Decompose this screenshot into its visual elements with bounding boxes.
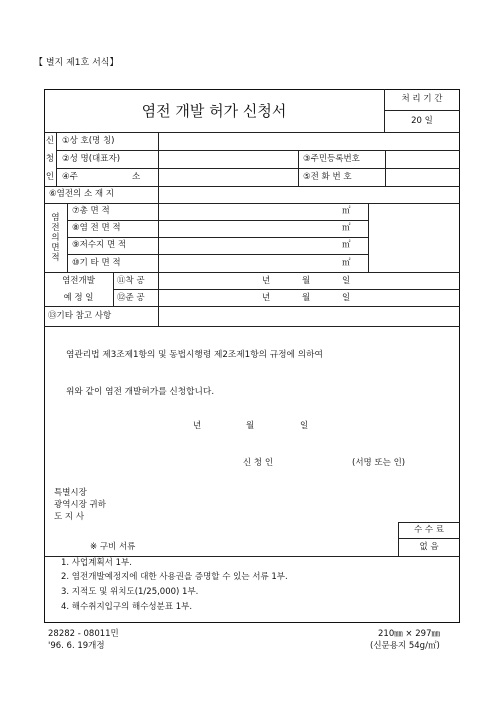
total-area-unit: ㎡ xyxy=(342,206,351,216)
phone-field[interactable] xyxy=(386,169,459,185)
salt-field-area-field[interactable] xyxy=(159,221,339,236)
start-year[interactable]: 년 xyxy=(262,276,271,286)
applicant-sign-field[interactable] xyxy=(288,455,350,469)
total-area-field[interactable] xyxy=(159,204,339,219)
other-area-label: ⑩기 타 면 적 xyxy=(72,258,121,268)
processing-period-value: 20 일 xyxy=(411,116,433,126)
row-line xyxy=(113,289,460,290)
applicant-group-char: 인 xyxy=(45,172,55,182)
salt-field-location-label: ⑥염전의 소 재 지 xyxy=(49,189,114,199)
form-number-label: 【 별지 제1호 서식】 xyxy=(34,58,119,68)
application-month[interactable]: 월 xyxy=(246,421,255,431)
reservoir-area-unit: ㎡ xyxy=(342,240,351,250)
other-area-unit: ㎡ xyxy=(342,258,351,268)
reservoir-area-field[interactable] xyxy=(159,238,339,253)
start-month[interactable]: 월 xyxy=(302,276,311,286)
application-day[interactable]: 일 xyxy=(300,421,309,431)
applicant-name-field[interactable] xyxy=(159,151,297,167)
other-notes-field[interactable] xyxy=(159,307,459,325)
other-notes-label: ⑬기타 참고 사항 xyxy=(48,311,112,321)
applicant-name-label: ②성 명(대표자) xyxy=(62,154,121,164)
signature-note: (서명 또는 인) xyxy=(352,458,406,468)
col-line xyxy=(368,203,369,272)
completion-month[interactable]: 월 xyxy=(302,293,311,303)
area-group-char: 면 xyxy=(51,243,60,253)
addressee-line: 광역시장 귀하 xyxy=(54,500,106,510)
total-area-label: ⑦총 면 적 xyxy=(72,206,110,216)
required-documents-header: ※ 구비 서류 xyxy=(90,542,136,552)
col-line xyxy=(158,272,159,306)
applicant-group-char: 신 xyxy=(45,136,55,146)
completion-year[interactable]: 년 xyxy=(262,293,271,303)
schedule-group-label: 예 정 일 xyxy=(63,293,94,303)
fee-label: 수 수 료 xyxy=(413,525,445,535)
area-group-char: 적 xyxy=(51,253,60,263)
applicant-group-char: 청 xyxy=(45,154,55,164)
completion-day[interactable]: 일 xyxy=(342,293,351,303)
construction-completion-label: ⑫준 공 xyxy=(117,293,145,303)
start-day[interactable]: 일 xyxy=(342,276,351,286)
required-document-item: 4. 해수취지입구의 해수성분표 1부. xyxy=(61,602,193,612)
fee-divider xyxy=(398,538,460,539)
processing-period-label: 처 리 기 간 xyxy=(401,94,443,104)
col-line xyxy=(298,150,299,186)
address-field[interactable] xyxy=(159,169,297,185)
processing-divider xyxy=(384,110,460,111)
fee-value: 없 음 xyxy=(419,542,439,552)
col-line xyxy=(56,132,57,186)
required-document-item: 3. 지적도 및 위치도(1/25,000) 1부. xyxy=(61,587,199,597)
other-area-field[interactable] xyxy=(159,255,339,271)
paper-size: 210㎜ × 297㎜ xyxy=(378,629,440,639)
reservoir-area-label: ⑨저수지 면 적 xyxy=(72,240,127,250)
salt-field-area-unit: ㎡ xyxy=(342,223,351,233)
form-title: 염전 개발 허가 신청서 xyxy=(141,102,287,120)
business-name-label: ①상 호(명 칭) xyxy=(62,136,115,146)
form-code: 28282 - 08011민 xyxy=(48,629,119,639)
row-line xyxy=(44,272,460,273)
required-document-item: 2. 염전개발예정지에 대한 사용권을 증명할 수 있는 서류 1부. xyxy=(61,572,288,582)
area-group-char: 염 xyxy=(51,213,60,223)
area-group-char: 전 xyxy=(51,223,60,233)
statement-line-2: 위와 같이 염전 개발허가를 신청합니다. xyxy=(66,387,215,397)
col-line xyxy=(113,272,114,306)
applicant-sign-label: 신 청 인 xyxy=(243,458,274,468)
address-label: ④주 xyxy=(62,172,78,182)
form-revision: '96. 6. 19개정 xyxy=(48,641,105,651)
schedule-group-label: 염전개발 xyxy=(62,276,95,286)
section-divider xyxy=(44,556,460,557)
address-label-suffix: 소 xyxy=(132,172,141,182)
salt-field-location-field[interactable] xyxy=(159,187,459,202)
addressee-line: 특별시장 xyxy=(54,488,87,498)
resident-number-field[interactable] xyxy=(386,151,459,167)
statement-line-1: 염관리법 제3조제1항의 및 동법시행령 제2조제1항의 규정에 의하여 xyxy=(66,350,323,360)
col-line xyxy=(67,203,68,272)
paper-type: (신문용지 54g/㎡) xyxy=(370,641,440,651)
required-document-item: 1. 사업계획서 1부. xyxy=(61,558,132,568)
addressee-line: 도 지 사 xyxy=(54,512,85,522)
construction-start-label: ⑪착 공 xyxy=(117,276,145,286)
phone-label: ⑤전 화 번 호 xyxy=(303,172,352,182)
area-group-char: 의 xyxy=(51,233,60,243)
application-year[interactable]: 년 xyxy=(193,421,202,431)
business-name-field[interactable] xyxy=(159,133,459,149)
resident-number-label: ③주민등록번호 xyxy=(303,154,360,164)
salt-field-area-label: ⑧염 전 면 적 xyxy=(72,223,121,233)
row-line xyxy=(44,326,460,327)
